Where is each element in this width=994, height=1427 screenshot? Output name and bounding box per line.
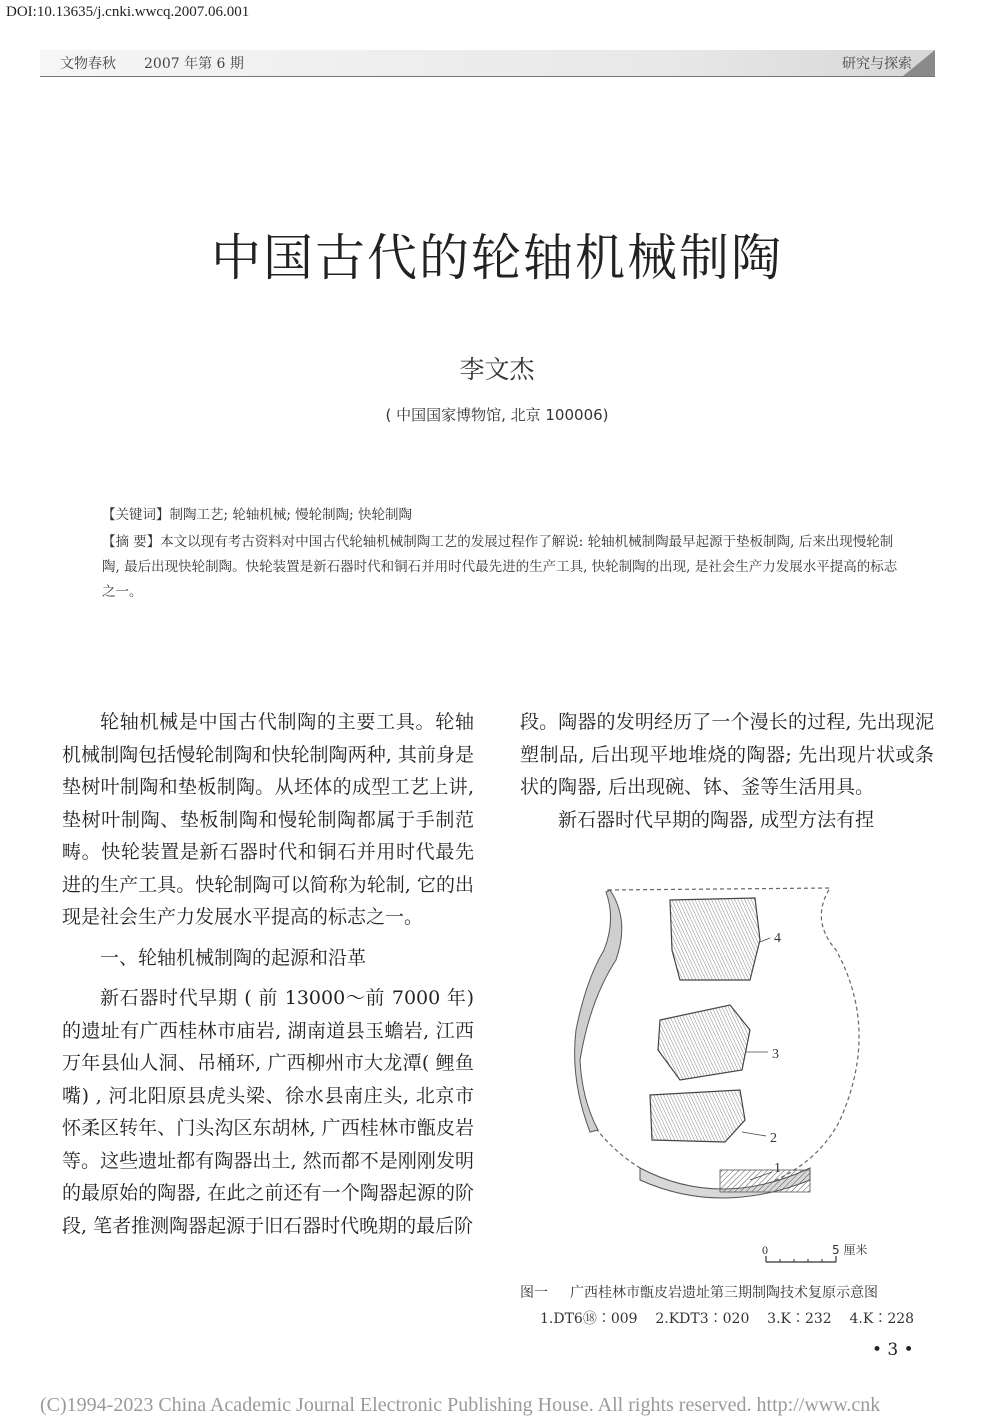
keywords-label: 【关键词】 <box>102 507 170 523</box>
page-number: • 3 • <box>872 1340 914 1360</box>
body-paragraph: 新石器时代早期的陶器, 成型方法有捏 <box>558 808 875 831</box>
sherd-4 <box>670 898 760 980</box>
body-column-left <box>62 706 474 1242</box>
figure-label-1: 1 <box>774 1161 781 1176</box>
figure-label-4: 4 <box>774 931 781 946</box>
body-column-right <box>520 706 934 836</box>
figure-label-3: 3 <box>772 1047 779 1062</box>
scale-label: 5 厘米 <box>832 1243 868 1257</box>
journal-name: 文物春秋 <box>60 56 116 72</box>
abstract <box>102 530 902 605</box>
copyright-footer: (C)1994-2023 China Academic Journal Electronic Publishing House. All rights reserved. http://www.cnk <box>40 1394 881 1416</box>
figure-subcaption: 1.DT6⑱∶009 2.KDT3∶020 3.K∶232 4.K∶228 <box>540 1311 915 1327</box>
abstract-text: 本文以现有考古资料对中国古代轮轴机械制陶工艺的发展过程作了解说: 轮轴机械制陶最早起源于垫板制陶, 后来出现慢轮制陶, 最后出现快轮制陶。快轮装置是新石器时代和铜石并用时代最先进的生产工具, 快轮制陶的出现, 是社会生产力发展水平提高的标志之一。 <box>102 534 898 600</box>
figure-caption-text: 广西桂林市甑皮岩遗址第三期制陶技术复原示意图 <box>570 1285 878 1301</box>
scale-bar <box>760 1240 890 1272</box>
section-name: 研究与探索 <box>842 56 912 72</box>
base-hatched <box>720 1170 810 1192</box>
figure-caption <box>520 1282 934 1302</box>
keywords-text: 制陶工艺; 轮轴机械; 慢轮制陶; 快轮制陶 <box>169 507 413 523</box>
pottery-reconstruction-figure <box>520 880 934 1200</box>
section-heading: 一、轮轴机械制陶的起源和沿革 <box>100 946 367 969</box>
leader-line <box>760 938 770 942</box>
body-paragraph: 段。陶器的发明经历了一个漫长的过程, 先出现泥塑制品, 后出现平地堆烧的陶器; 先出现片状或条状的陶器, 后出现碗、钵、釜等生活用具。 <box>520 711 934 798</box>
keywords <box>102 503 902 528</box>
sherd-2 <box>650 1090 745 1142</box>
header-rule <box>40 76 935 77</box>
figure-number: 图一 <box>520 1285 548 1301</box>
figure-label-2: 2 <box>770 1131 777 1146</box>
abstract-label: 【摘 要】 <box>102 534 161 550</box>
scale-zero: 0 <box>762 1243 768 1257</box>
body-paragraph: 新石器时代早期 ( 前 13000～前 7000 年) 的遗址有广西桂林市庙岩, 湖南道县玉蟾岩, 江西万年县仙人洞、吊桶环, 广西柳州市大龙潭( 鲤鱼嘴) , 河北阳原县虎头梁、徐水县南庄头, 北京市怀柔区转年、门头沟区东胡林, 广西桂林市甑皮岩等。这些遗址都有陶器出土, 然而都不是刚刚发明的最原始的陶器, 在此之前还有一个陶器起源的阶段, 笔者推测陶器起源于旧石器时代晚期的最后阶 <box>62 987 474 1237</box>
author-affiliation: ( 中国国家博物馆, 北京 100006) <box>385 406 609 424</box>
author-name: 李文杰 <box>459 355 535 384</box>
leader-line <box>742 1132 766 1136</box>
body-paragraph: 轮轴机械是中国古代制陶的主要工具。轮轴机械制陶包括慢轮制陶和快轮制陶两种, 其前身是垫树叶制陶和垫板制陶。从坯体的成型工艺上讲, 垫树叶制陶、垫板制陶和慢轮制陶都属于手制范畴。快轮装置是新石器时代和铜石并用时代最先进的生产工具。快轮制陶可以简称为轮制, 它的出现是社会生产力发展水平提高的标志之一。 <box>62 711 474 928</box>
sherd-3 <box>658 1005 750 1080</box>
doi-text: DOI:10.13635/j.cnki.wwcq.2007.06.001 <box>6 4 250 20</box>
wall-fragment <box>575 890 622 1132</box>
journal-issue: 2007 年第 6 期 <box>144 56 244 72</box>
article-title: 中国古代的轮轴机械制陶 <box>211 229 783 287</box>
